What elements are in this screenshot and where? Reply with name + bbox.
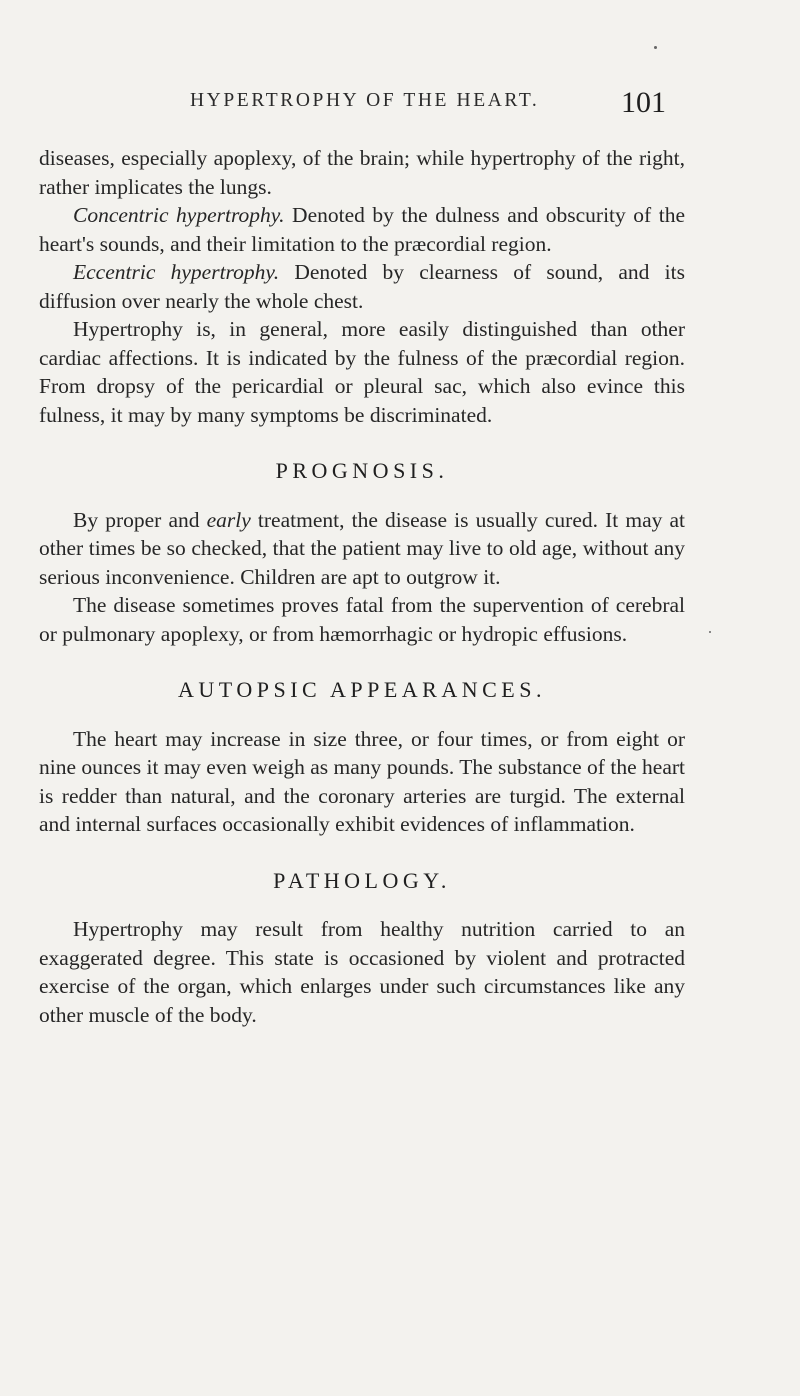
paragraph: The disease sometimes proves fatal from the supervention of cerebral or pulmonary apoplexy, or from hæmorrhagic or hydropic effusions. bbox=[39, 593, 685, 646]
italic-word: early bbox=[206, 507, 251, 532]
section-heading-autopsic: AUTOPSIC APPEARANCES. bbox=[178, 677, 546, 702]
body-text bbox=[39, 144, 685, 1029]
ink-speck bbox=[709, 631, 711, 633]
page-number: 101 bbox=[621, 86, 666, 119]
section-heading-prognosis: PROGNOSIS. bbox=[275, 458, 449, 483]
paragraph: Hypertrophy may result from healthy nutrition carried to an exaggerated degree. This state is occasioned by violent and protracted exercise of the organ, which enlarges under such circumstances like any other muscle of the body. bbox=[39, 917, 685, 1027]
paragraph-text: By proper and bbox=[73, 507, 207, 532]
paragraph-text: Denoted by clearness of sound, and its diffusion over nearly the whole chest. bbox=[39, 260, 685, 313]
running-title: HYPERTROPHY OF THE HEART. bbox=[190, 90, 540, 111]
paragraph-text: Denoted by the dulness and obscurity of the heart's sounds, and their limitation to the præcordial region. bbox=[39, 203, 685, 256]
paragraph-text: treatment, the disease is usually cured. It may at other times be so checked, that the patient may live to old age, without any serious inconvenience. Children are apt to outgrow it. bbox=[39, 507, 686, 589]
page-header bbox=[0, 86, 800, 126]
paragraph bbox=[39, 258, 685, 315]
section-heading-pathology: PATHOLOGY. bbox=[273, 867, 451, 893]
paragraph: Hypertrophy is, in general, more easily distinguished than other cardiac affections. It is indicated by the fulness of the præcordial region. From dropsy of the pericardial or pleural sac, which also evince this fulness, it may by many symptoms be discriminated. bbox=[39, 317, 685, 427]
italic-lead: Eccentric hypertrophy. bbox=[73, 260, 280, 284]
italic-lead: Concentric hypertrophy. bbox=[73, 203, 285, 227]
paragraph: The heart may increase in size three, or four times, or from eight or nine ounces it may even weigh as many pounds. The substance of the heart is redder than natural, and the coronary arteries are turgid. The external and internal surfaces occasionally exhibit evidences of inflammation. bbox=[39, 726, 685, 836]
paragraph bbox=[39, 201, 685, 258]
ink-speck bbox=[654, 46, 657, 49]
paragraph bbox=[39, 506, 685, 592]
paragraph: diseases, especially apoplexy, of the brain; while hypertrophy of the right, rather implicates the lungs. bbox=[39, 146, 685, 199]
